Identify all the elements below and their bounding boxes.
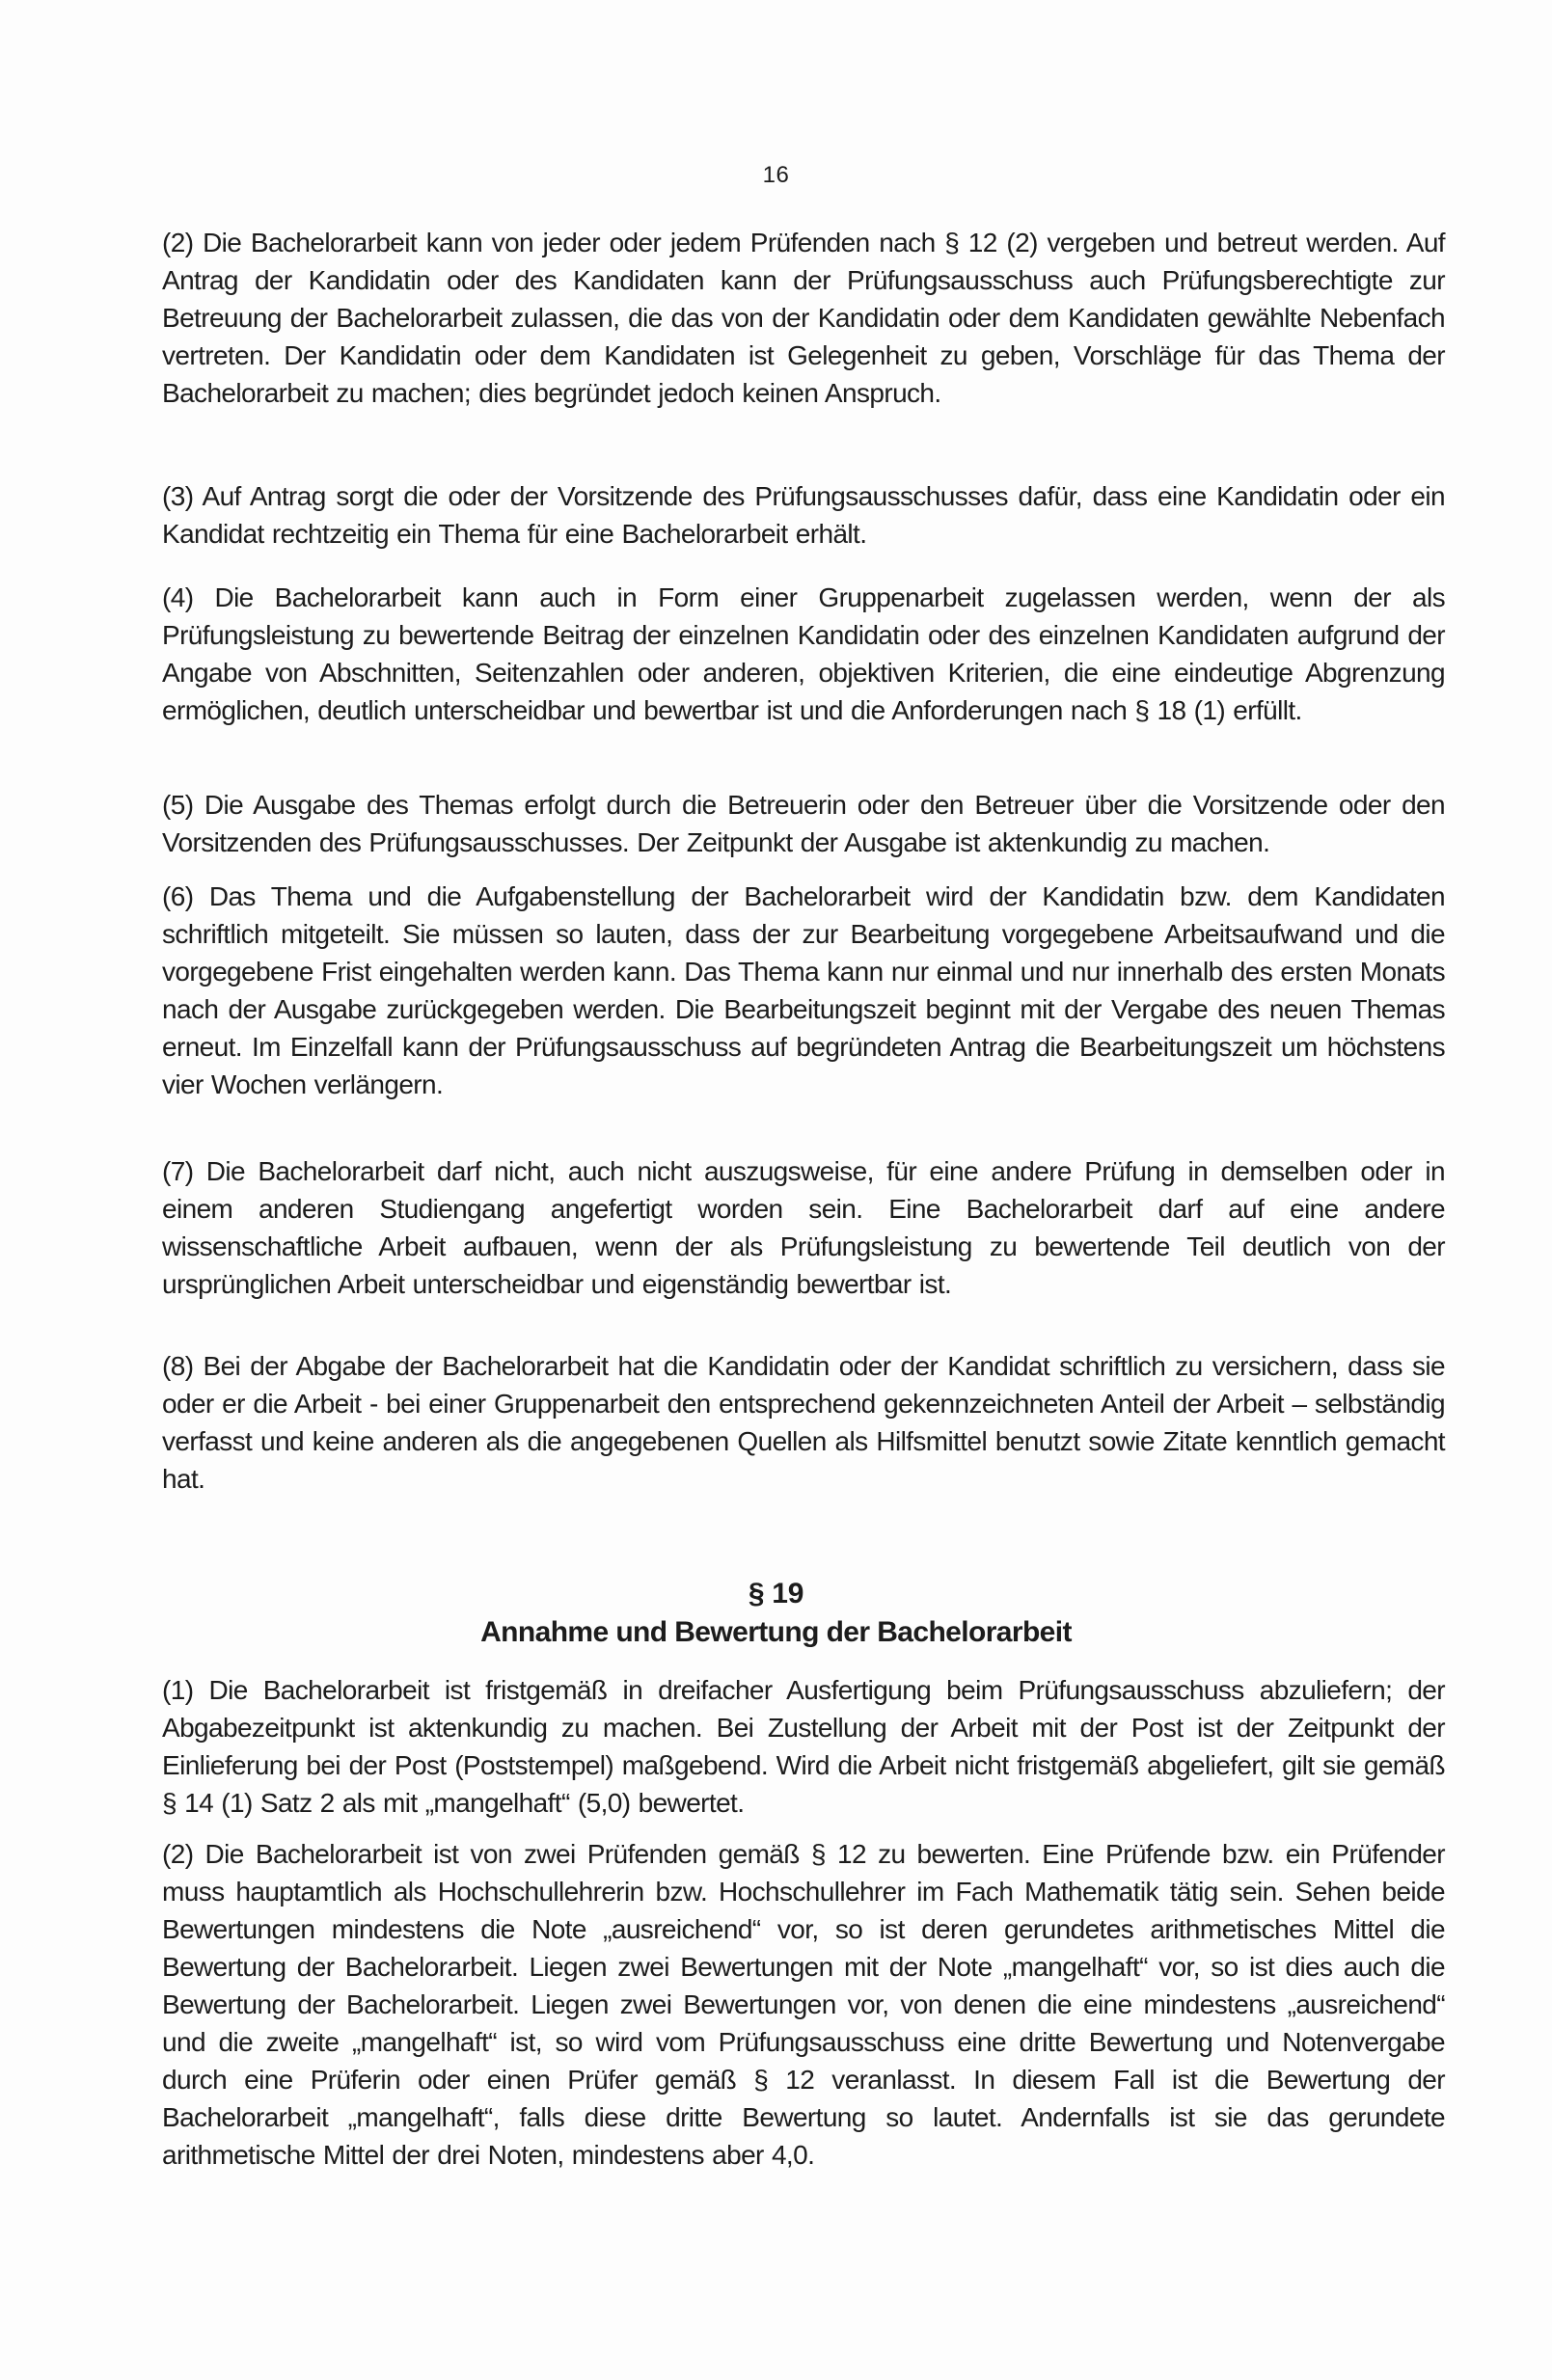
paragraph-18-8: (8) Bei der Abgabe der Bachelorarbeit hat die Kandidatin oder der Kandidat schriftlich zu versichern, dass sie oder er die Arbeit - bei einer Gruppenarbeit den entsprechend gekennzeichneten Anteil der Arbeit – selbständig verfasst und keine anderen als die angegebenen Quellen als Hilfsmittel benutzt sowie Zitate kenntlich gemacht hat. (162, 1351, 1445, 1494)
paragraph-18-5: (5) Die Ausgabe des Themas erfolgt durch die Betreuerin oder den Betreuer über die Vorsitzende oder den Vorsitzenden des Prüfungsausschusses. Der Zeitpunkt der Ausgabe ist aktenkundig zu machen. (162, 790, 1445, 857)
paragraph-18-6: (6) Das Thema und die Aufgabenstellung der Bachelorarbeit wird der Kandidatin bzw. dem Kandidaten schriftlich mitgeteilt. Sie müssen so lauten, dass der zur Bearbeitung vorgegebene Arbeitsaufwand und die vorgegebene Frist eingehalten werden kann. Das Thema kann nur einmal und nur innerhalb des ersten Monats nach der Ausgabe zurückgegeben werden. Die Bearbeitungszeit beginnt mit der Vergabe des neuen Themas erneut. Im Einzelfall kann der Prüfungsausschuss auf begründeten Antrag die Bearbeitungszeit um höchstens vier Wochen verlängern. (162, 881, 1445, 1099)
paragraph-19-1: (1) Die Bachelorarbeit ist fristgemäß in dreifacher Ausfertigung beim Prüfungsausschuss abzuliefern; der Abgabezeitpunkt ist aktenkundig zu machen. Bei Zustellung der Arbeit mit der Post ist der Zeitpunkt der Einlieferung bei der Post (Poststempel) maßgebend. Wird die Arbeit nicht fristgemäß abgeliefert, gilt sie gemäß § 14 (1) Satz 2 als mit „mangelhaft“ (5,0) bewertet. (162, 1675, 1445, 1818)
page-number: 16 (762, 162, 790, 188)
section-number: § 19 (748, 1578, 804, 1609)
paragraph-19-2: (2) Die Bachelorarbeit ist von zwei Prüfenden gemäß § 12 zu bewerten. Eine Prüfende bzw. ein Prüfender muss hauptamtlich als Hochschullehrerin bzw. Hochschullehrer im Fach Mathematik tätig sein. Sehen beide Bewertungen mindestens die Note „ausreichend“ vor, so ist deren gerundetes arithmetisches Mittel die Bewertung der Bachelorarbeit. Liegen zwei Bewertungen mit der Note „mangelhaft“ vor, so ist dies auch die Bewertung der Bachelorarbeit. Liegen zwei Bewertungen vor, von denen die eine mindestens „ausreichend“ und die zweite „mangelhaft“ ist, so wird vom Prüfungsausschuss eine dritte Bewertung und Notenvergabe durch eine Prüferin oder einen Prüfer gemäß § 12 veranlasst. In diesem Fall ist die Bewertung der Bachelorarbeit „mangelhaft“, falls diese dritte Bewertung so lautet. Andernfalls ist sie das gerundete arithmetische Mittel der drei Noten, mindestens aber 4,0. (162, 1839, 1445, 2170)
paragraph-18-2: (2) Die Bachelorarbeit kann von jeder oder jedem Prüfenden nach § 12 (2) vergeben und betreut werden. Auf Antrag der Kandidatin oder des Kandidaten kann der Prüfungsausschuss auch Prüfungsberechtigte zur Betreuung der Bachelorarbeit zulassen, die das von der Kandidatin oder dem Kandidaten gewählte Nebenfach vertreten. Der Kandidatin oder dem Kandidaten ist Gelegenheit zu geben, Vorschläge für das Thema der Bachelorarbeit zu machen; dies begründet jedoch keinen Anspruch. (162, 228, 1445, 408)
paragraph-18-7: (7) Die Bachelorarbeit darf nicht, auch nicht auszugsweise, für eine andere Prüfung in demselben oder in einem anderen Studiengang angefertigt worden sein. Eine Bachelorarbeit darf auf eine andere wissenschaftliche Arbeit aufbauen, wenn der als Prüfungsleistung zu bewertende Teil deutlich von der ursprünglichen Arbeit unterscheidbar und eigenständig bewertbar ist. (162, 1156, 1445, 1299)
section-title: Annahme und Bewertung der Bachelorarbeit (480, 1616, 1072, 1648)
paragraph-18-4: (4) Die Bachelorarbeit kann auch in Form einer Gruppenarbeit zugelassen werden, wenn der als Prüfungsleistung zu bewertende Beitrag der einzelnen Kandidatin oder des einzelnen Kandidaten aufgrund der Angabe von Abschnitten, Seitenzahlen oder anderen, objektiven Kriterien, die eine eindeutige Abgrenzung ermöglichen, deutlich unterscheidbar und bewertbar ist und die Anforderungen nach § 18 (1) erfüllt. (162, 582, 1445, 725)
paragraph-18-3: (3) Auf Antrag sorgt die oder der Vorsitzende des Prüfungsausschusses dafür, dass eine Kandidatin oder ein Kandidat rechtzeitig ein Thema für eine Bachelorarbeit erhält. (162, 481, 1445, 549)
